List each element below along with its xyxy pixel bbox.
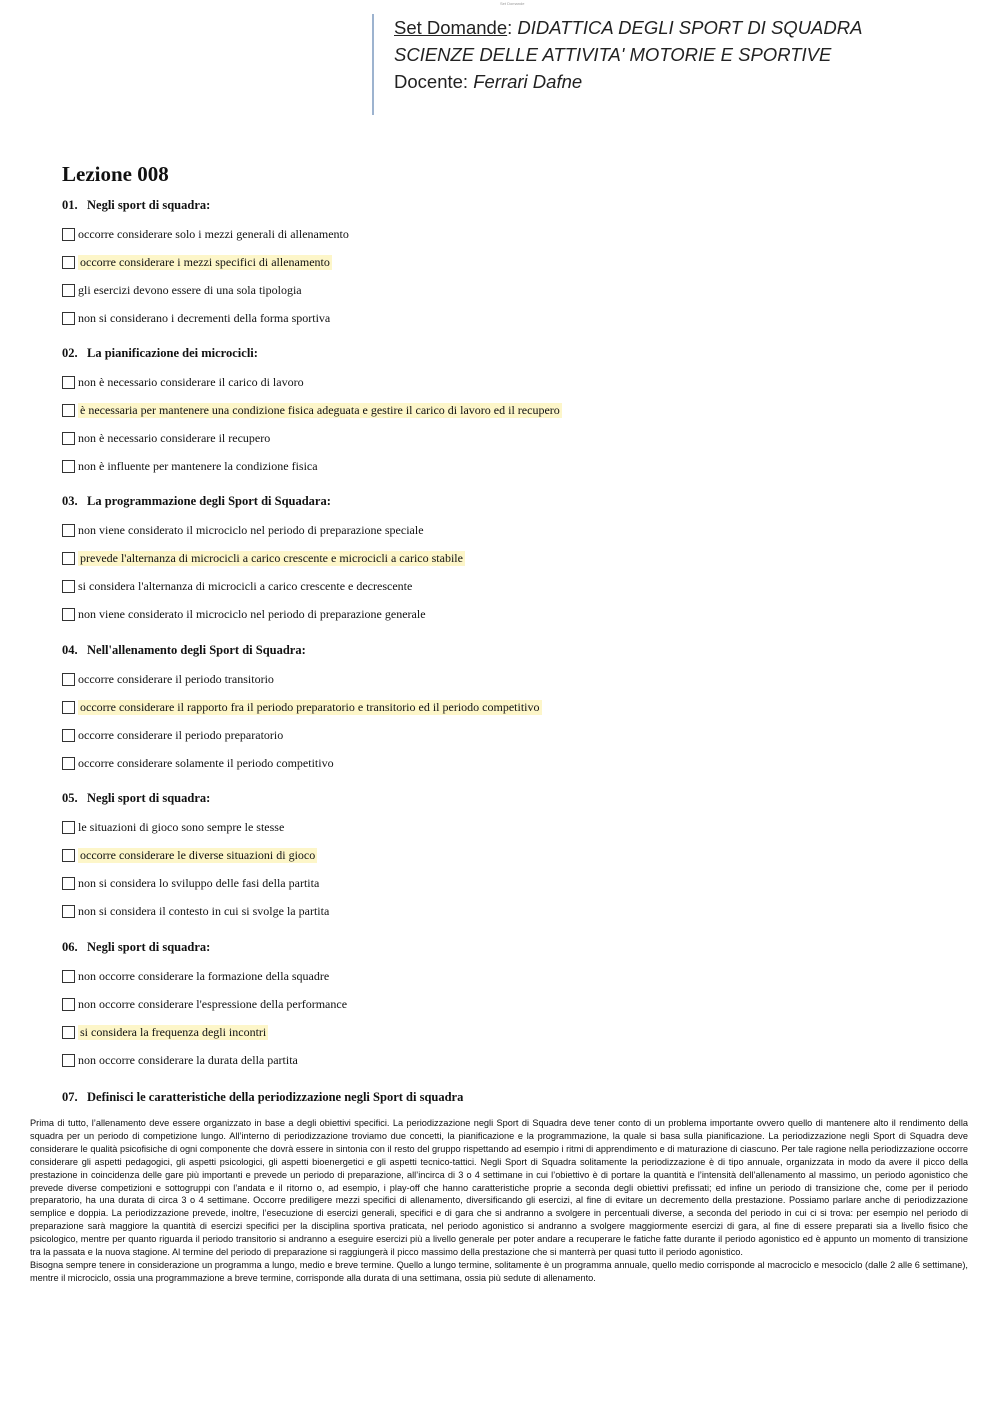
answer-option	[62, 1046, 347, 1074]
open-answer	[30, 1117, 968, 1285]
option-label: è necessaria per mantenere una condizione fisica adeguata e gestire il carico di lavoro ed il recupero	[80, 402, 560, 417]
option-label: occorre considerare le diverse situazioni di gioco	[80, 847, 316, 862]
option-label: non è necessario considerare il carico di lavoro	[78, 374, 304, 389]
answer-option	[62, 600, 465, 628]
course-title: DIDATTICA DEGLI SPORT DI SQUADRA	[517, 17, 863, 38]
checkbox[interactable]	[62, 821, 75, 834]
checkbox[interactable]	[62, 877, 75, 890]
checkbox[interactable]	[62, 256, 75, 269]
checkbox[interactable]	[62, 404, 75, 417]
option-label: non si considerano i decrementi della forma sportiva	[78, 310, 331, 325]
question-title	[62, 641, 542, 659]
question-number: 07.	[62, 1090, 78, 1104]
option-label: non occorre considerare la durata della partita	[78, 1052, 298, 1067]
question-number: 02.	[62, 346, 78, 360]
answer-option	[62, 304, 349, 332]
question-4	[62, 641, 542, 777]
question-title	[62, 196, 349, 214]
question-number: 03.	[62, 494, 78, 508]
question-2	[62, 344, 562, 480]
question-6	[62, 938, 347, 1074]
checkbox[interactable]	[62, 608, 75, 621]
question-5	[62, 789, 329, 925]
option-label: occorre considerare solamente il periodo competitivo	[78, 755, 334, 770]
option-label: si considera l'alternanza di microcicli a carico crescente e decrescente	[78, 578, 413, 593]
answer-option	[62, 749, 542, 777]
answer-paragraph-1: Prima di tutto, l’allenamento deve essere organizzato in base a degli obiettivi specifici. La periodizzazione negli Sport di Squadra deve tener conto di un problema importante ovvero quello di mantenere alto il rendimento della squadra per un periodo di competizione lungo. All’interno di periodizzazione troviamo due concetti, la pianificazione e la programmazione, la quale si basa sulla pianificazione. La periodizzazione negli Sport di Squadra deve considerare le qualità psicofisiche di ogni componente che dovrà essere in sintonia con il resto del gruppo rispettando ad esempio i ritmi di apprendimento e di maturazione di ciascuno. Per tale ragione nella periodizzazione occorre considerare gli aspetti pedagogici, gli aspetti psicologici, gli aspetti bioenergetici e gli aspetti tecnico-tattici. Negli Sport di Squadra solitamente la periodizzazione è di tipo annuale, organizzata in modo da avere il picco della prestazione in coincidenza delle gare più importanti e prevede un periodo di preparazione, all’incirca di 3 o 4 settimane in cui l’obiettivo è di portare la quantità e l’intensità dell’allenamento al massimo, un periodo agonistico che prevede diverse competizioni e sottogruppi con l’andata e il ritorno o, ad esempio, i play-off che hanno caratteristiche proprie a seconda degli obiettivi prefissati; ed infine un periodo di transizione che, come per il periodo preparatorio, ha una durata di circa 3 o 4 settimane. Occorre prediligere mezzi specifici di allenamento, diversificando gli esercizi, al fine di evitare un decremento della prestazione. Possiamo parlare anche di periodizzazione semplice e doppia. La periodizzazione prevede, inoltre, l’esecuzione di esercizi generali, specifici e di gara che si andranno a svolgere in percentuali diverse, a seconda del periodo in cui ci si trova: per esempio nel periodo di preparazione sarà maggiore la quantità di esercizi specifici per la disciplina sportiva praticata, nel periodo agonistico si andranno a svolgere maggiormente esercizi di gara, al fine di essere preparati sia a livello fisico che psicologico, mentre per quanto riguarda il periodo transitorio si andranno a eseguire esercizi più a livello generale per poter andare a recuperare le fatiche fatte durante il periodo agonistico ed è appunto un momento di transizione tra la passata e la nuova stagione. Al termine del periodo di preparazione si raggiungerà il picco massimo della prestazione che si manterrà per quasi tutto il periodo agonistico.	[30, 1118, 968, 1258]
checkbox[interactable]	[62, 432, 75, 445]
checkbox[interactable]	[62, 460, 75, 473]
answer-option	[62, 276, 349, 304]
answer-option	[62, 368, 562, 396]
header-set-line	[394, 14, 862, 41]
answer-option-correct	[62, 544, 465, 572]
option-label: occorre considerare il rapporto fra il periodo preparatorio e transitorio ed il periodo competitivo	[80, 699, 540, 714]
checkbox[interactable]	[62, 552, 75, 565]
header-teacher-line	[394, 68, 862, 95]
question-title	[62, 344, 562, 362]
question-number: 04.	[62, 643, 78, 657]
question-title	[62, 938, 347, 956]
answer-option-correct	[62, 693, 542, 721]
question-text: Negli sport di squadra:	[87, 198, 211, 212]
checkbox[interactable]	[62, 284, 75, 297]
header-degree-line	[394, 41, 862, 68]
answer-option-correct	[62, 396, 562, 424]
answer-option	[62, 721, 542, 749]
checkbox[interactable]	[62, 312, 75, 325]
question-text: Negli sport di squadra:	[87, 791, 211, 805]
question-text: Definisci le caratteristiche della periodizzazione negli Sport di squadra	[87, 1090, 464, 1104]
option-label: occorre considerare il periodo preparatorio	[78, 727, 284, 742]
teacher-label: Docente:	[394, 71, 474, 92]
answer-option	[62, 220, 349, 248]
degree-title: SCIENZE DELLE ATTIVITA' MOTORIE E SPORTIVE	[394, 44, 832, 65]
question-text: La programmazione degli Sport di Squadara:	[87, 494, 331, 508]
checkbox[interactable]	[62, 524, 75, 537]
option-label: non viene considerato il microciclo nel periodo di preparazione generale	[78, 606, 426, 621]
checkbox[interactable]	[62, 701, 75, 714]
option-label: non occorre considerare la formazione della squadre	[78, 968, 330, 983]
checkbox[interactable]	[62, 905, 75, 918]
answer-option	[62, 869, 329, 897]
question-3	[62, 492, 465, 628]
option-label: si considera la frequenza degli incontri	[80, 1024, 267, 1039]
answer-paragraph-2: Bisogna sempre tenere in considerazione un programma a lungo, medio e breve termine. Quello a lungo termine, solitamente è un programma annuale, quello medio corrisponde al macrociclo e mesociclo (dalle 2 alle 6 settimane), mentre il microciclo, ossia una programmazione a breve termine, corrisponde alla durata di una settimana, ossia più sedute di allenamento.	[30, 1259, 968, 1283]
checkbox[interactable]	[62, 1026, 75, 1039]
question-text: Negli sport di squadra:	[87, 940, 211, 954]
question-1	[62, 196, 349, 332]
answer-option	[62, 452, 562, 480]
option-label: le situazioni di gioco sono sempre le stesse	[78, 819, 285, 834]
option-label: occorre considerare i mezzi specifici di allenamento	[80, 254, 330, 269]
option-label: prevede l'alternanza di microcicli a carico crescente e microcicli a carico stabile	[80, 550, 463, 565]
teacher-name: Ferrari Dafne	[473, 71, 583, 92]
question-07-title	[62, 1090, 463, 1105]
checkbox[interactable]	[62, 849, 75, 862]
question-text: La pianificazione dei microcicli:	[87, 346, 258, 360]
answer-option	[62, 990, 347, 1018]
answer-option	[62, 962, 347, 990]
answer-option	[62, 572, 465, 600]
document-header	[372, 14, 862, 115]
option-label: occorre considerare il periodo transitorio	[78, 671, 274, 686]
question-number: 06.	[62, 940, 78, 954]
question-title	[62, 492, 465, 510]
answer-option-correct	[62, 841, 329, 869]
option-label: non si considera il contesto in cui si svolge la partita	[78, 903, 330, 918]
answer-option	[62, 897, 329, 925]
option-label: gli esercizi devono essere di una sola tipologia	[78, 282, 302, 297]
option-label: occorre considerare solo i mezzi generali di allenamento	[78, 226, 349, 241]
checkbox[interactable]	[62, 729, 75, 742]
question-text: Nell'allenamento degli Sport di Squadra:	[87, 643, 306, 657]
option-label: non si considera lo sviluppo delle fasi della partita	[78, 875, 320, 890]
answer-option	[62, 516, 465, 544]
checkbox[interactable]	[62, 673, 75, 686]
answer-option	[62, 424, 562, 452]
question-number: 05.	[62, 791, 78, 805]
checkbox[interactable]	[62, 998, 75, 1011]
checkbox[interactable]	[62, 757, 75, 770]
option-label: non è necessario considerare il recupero	[78, 430, 271, 445]
set-label: Set Domande	[394, 17, 508, 38]
answer-option-correct	[62, 248, 349, 276]
checkbox[interactable]	[62, 376, 75, 389]
option-label: non viene considerato il microciclo nel periodo di preparazione speciale	[78, 522, 424, 537]
checkbox[interactable]	[62, 1054, 75, 1067]
page-running-header: Set Domande	[500, 1, 525, 6]
checkbox[interactable]	[62, 970, 75, 983]
answer-option	[62, 813, 329, 841]
set-separator: :	[507, 17, 518, 38]
answer-option	[62, 665, 542, 693]
option-label: non occorre considerare l'espressione della performance	[78, 996, 348, 1011]
option-label: non è influente per mantenere la condizione fisica	[78, 458, 318, 473]
question-number: 01.	[62, 198, 78, 212]
checkbox[interactable]	[62, 228, 75, 241]
answer-option-correct	[62, 1018, 347, 1046]
lesson-title: Lezione 008	[62, 162, 169, 186]
checkbox[interactable]	[62, 580, 75, 593]
question-title	[62, 789, 329, 807]
